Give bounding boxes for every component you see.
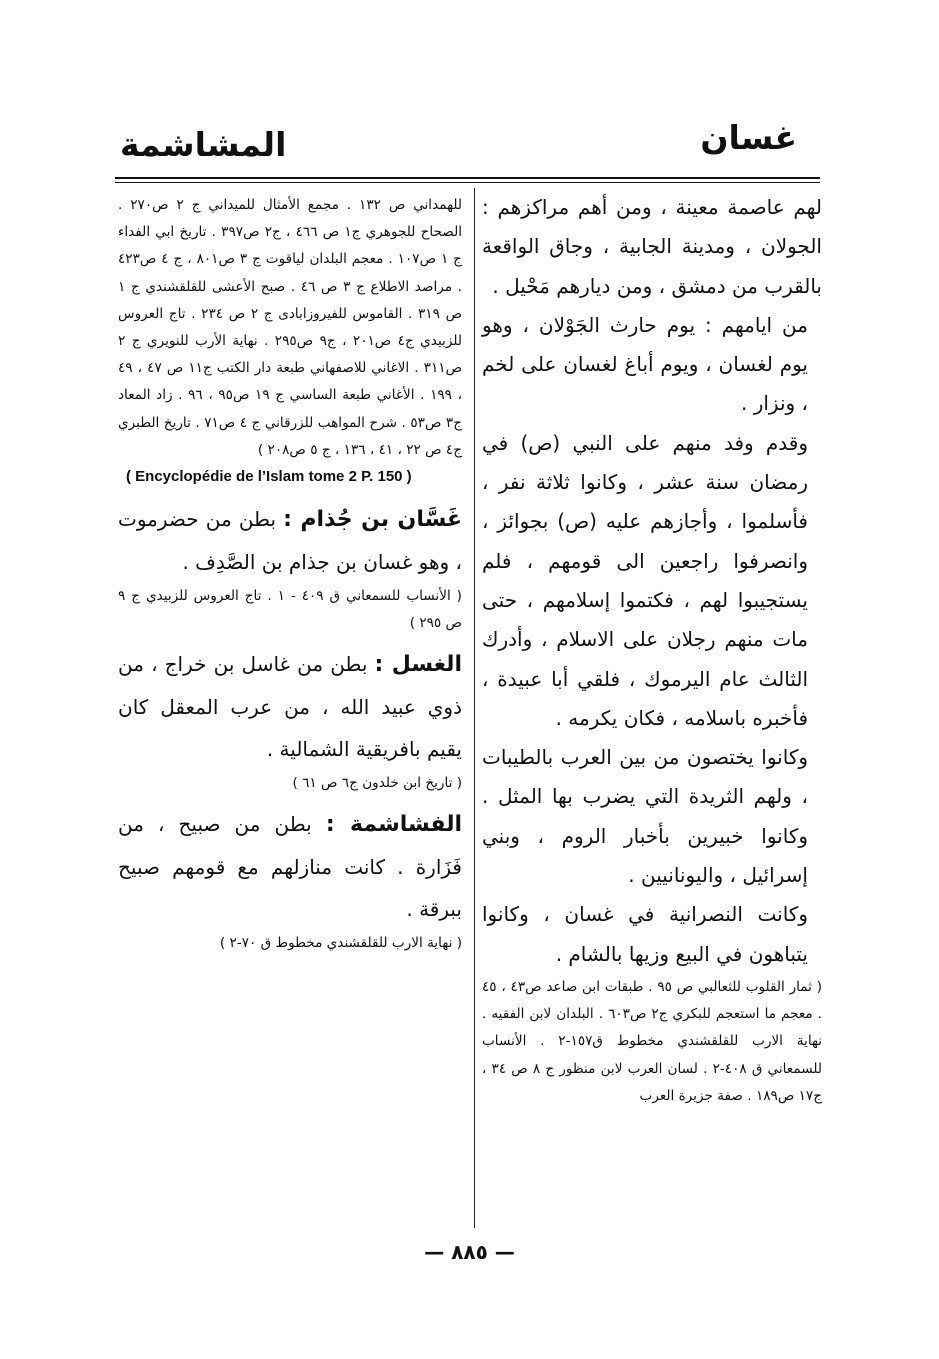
entry-citation: ( تاريخ ابن خلدون ج٦ ص ٦١ ) xyxy=(292,775,462,792)
references-continued: للهمداني ص ١٣٢ . مجمع الأمثال للميداني ج ٢ ص٢٧٠ . الصحاح للجوهري ج١ ص ٤٦٦ ، ج٢ ص٣٩٧ . تاريخ ابي الفداء ج ١ ص١٠٧ . معجم البلدان لياقوت ج ٣ ص٨٠١ ، ج ٤ ص٤٢٣ . مراصد الاطلاع ج ٣ ص ٤٦ . صبح الأعشى للقلقشندي ج ١ ص ٣١٩ . القاموس للفيروزابادى ج ٢ ص ٢٣٤ . تاج العروس للزبيدي ج٤ ص٢٠١ ، ج٩ ص٢٩٥ . نهاية الأرب للنويري ج ٢ ص٣١١ . الاغاني للاصفهاني طبعة دار الكتب ج١١ ص ٤٧ ، ٤٩ ، ١٩٩ . الأغاني طبعة الساسي ج ١٩ ص٩٥ ، ٩٦ . زاد المعاد ج٣ ص٥٣ . شرح المواهب للزرقاني ج ٤ ص٧١ . تاريخ الطبري ج٤ ص ٢٢ ، ٤١ ، ١٣٦ ، ج ٥ ص٢٠٨ ) xyxy=(118,197,462,458)
right-column-body xyxy=(482,188,822,974)
entry-body: بطن من غاسل بن خراج ، من ذوي عبيد الله ، من عرب المعقل كان يقيم بافريقية الشمالية . xyxy=(118,652,462,762)
entry-term: الفشاشمة : xyxy=(325,812,463,838)
entry-text xyxy=(118,498,462,583)
entry-citation: ( الأنساب للسمعاني ق ٤٠٩ - ١ . تاج العروس للزبيدي ج ٩ ص ٢٩٥ ) xyxy=(118,588,462,632)
entry-text xyxy=(118,643,462,770)
entry xyxy=(118,803,462,957)
paragraph: وقدم وفد منهم على النبي (ص) في رمضان سنة عشر ، وكانوا ثلاثة نفر ، فأسلموا ، وأجازهم عليه (ص) بجوائز ، وانصرفوا راجعين الى قومهم ، فلم يستجيبوا لهم ، فكتموا إسلامهم ، حتى مات منهم رجلان على الاسلام ، وأدرك الثالث عام اليرموك ، فلقي أبا عبيدة ، فأخبره باسلامه ، فكان يكرمه . xyxy=(482,430,808,730)
references-block: ( ثمار القلوب للثعالبي ص ٩٥ . طبقات ابن صاعد ص٤٣ ، ٤٥ . معجم ما استعجم للبكري ج٢ ص٦٠٣ . البلدان لابن الفقيه . نهاية الارب للقلقشندي مخطوط ق١٥٧-٢ . الأنساب للسمعاني ق ٤٠٨-٢ . لسان العرب لابن منظور ج ٨ ص ٣٤ ، ج١٧ ص١٨٩ . صفة جزيرة العرب xyxy=(482,978,823,1104)
page-number: — ٨٨٥ — xyxy=(424,1240,515,1264)
entry-text xyxy=(118,803,462,930)
right-column xyxy=(482,188,822,1110)
entry xyxy=(118,643,462,797)
header-rule-thin xyxy=(115,182,820,183)
entry-citation: ( نهاية الارب للقلقشندي مخطوط ق ٧٠-٢ ) xyxy=(219,935,462,952)
entry-term: غَسَّان بن جُذام : xyxy=(283,507,463,533)
left-column xyxy=(118,192,462,963)
column-separator xyxy=(474,188,475,1228)
paragraph: من ايامهم : يوم حارث الجَوْلان ، وهو يوم لغسان ، ويوم أباغ لغسان على لخم ، ونزار . xyxy=(482,312,808,416)
entry-body: بطن من صبيح ، من فَزَارة . كانت منازلهم مع قومهم صبيح ببرقة . xyxy=(118,812,462,922)
running-header-left: المشاشمة xyxy=(120,125,287,164)
header-rule xyxy=(115,177,820,179)
latin-reference: ( Encyclopédie de l’Islam tome 2 P. 150 ) xyxy=(126,468,412,486)
paragraph: وكانت النصرانية في غسان ، وكانوا يتباهون في البيع وزيها بالشام . xyxy=(482,902,808,966)
entry-body: بطن من حضرموت ، وهو غسان بن جذام بن الصَّدِف . xyxy=(118,507,462,575)
paragraph: وكانوا يختصون من بين العرب بالطيبات ، ولهم الثريدة التي يضرب بها المثل . وكانوا خبيرين بأخبار الروم ، وبني إسرائيل ، واليونانيين . xyxy=(482,745,808,888)
running-header-right: غسان xyxy=(700,118,797,157)
entry xyxy=(118,498,462,637)
entry-term: الغسل : xyxy=(374,652,462,678)
paragraph: لهم عاصمة معينة ، ومن أهم مراكزهم : الجولان ، ومدينة الجابية ، وجاق الواقعة بالقرب من دمشق ، ومن ديارهم مَحْيل . xyxy=(482,195,822,298)
